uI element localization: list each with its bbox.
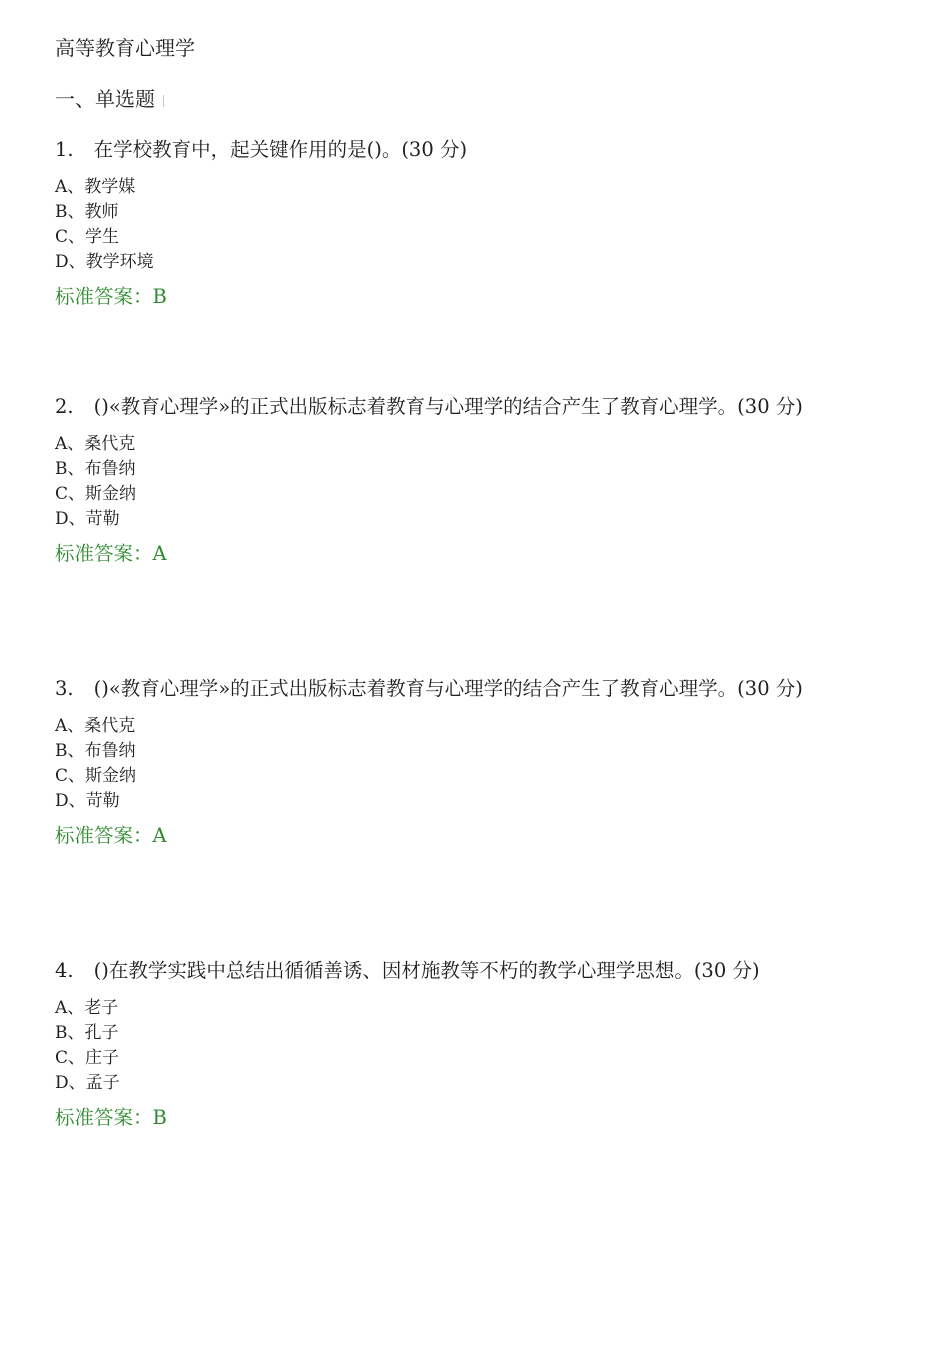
option-b: B、教师 <box>55 202 119 222</box>
option-d: D、孟子 <box>55 1073 120 1093</box>
question-number: 3. <box>55 677 74 700</box>
option-list <box>55 175 905 275</box>
standard-answer: 标准答案：B <box>55 1106 167 1129</box>
option-d: D、教学环境 <box>55 252 154 272</box>
text-cursor-mark <box>163 95 164 107</box>
option-a: A、桑代克 <box>55 716 136 736</box>
standard-answer: 标准答案：A <box>55 542 167 565</box>
option-list <box>55 432 905 532</box>
question-1 <box>55 136 905 311</box>
section-heading-text: 一、单选题 <box>55 87 155 111</box>
option-a: A、老子 <box>55 998 119 1018</box>
question-stem <box>55 675 905 702</box>
option-a: A、教学媒 <box>55 177 136 197</box>
question-number: 1. <box>55 138 74 161</box>
question-stem <box>55 136 905 163</box>
question-stem <box>55 393 905 420</box>
option-c: C、庄子 <box>55 1048 120 1068</box>
standard-answer: 标准答案：A <box>55 824 167 847</box>
standard-answer: 标准答案：B <box>55 285 167 308</box>
section-heading <box>55 85 164 113</box>
option-list <box>55 714 905 814</box>
option-c: C、斯金纳 <box>55 484 137 504</box>
question-number: 4. <box>55 959 74 982</box>
question-text: ()«教育心理学»的正式出版标志着教育与心理学的结合产生了教育心理学。(30 分) <box>93 395 803 418</box>
question-3 <box>55 675 905 850</box>
option-b: B、孔子 <box>55 1023 119 1043</box>
option-d: D、苛勒 <box>55 791 120 811</box>
question-4 <box>55 957 905 1132</box>
question-stem <box>55 957 905 984</box>
option-a: A、桑代克 <box>55 434 136 454</box>
question-text: ()在教学实践中总结出循循善诱、因材施教等不朽的教学心理学思想。(30 分) <box>93 959 760 982</box>
option-b: B、布鲁纳 <box>55 741 136 761</box>
option-c: C、斯金纳 <box>55 766 137 786</box>
option-d: D、苛勒 <box>55 509 120 529</box>
option-list <box>55 996 905 1096</box>
question-2 <box>55 393 905 568</box>
question-text: 在学校教育中，起关键作用的是()。(30 分) <box>93 138 468 161</box>
option-c: C、学生 <box>55 227 120 247</box>
question-text: ()«教育心理学»的正式出版标志着教育与心理学的结合产生了教育心理学。(30 分) <box>93 677 803 700</box>
question-number: 2. <box>55 395 74 418</box>
option-b: B、布鲁纳 <box>55 459 136 479</box>
document-title: 高等教育心理学 <box>55 36 195 60</box>
